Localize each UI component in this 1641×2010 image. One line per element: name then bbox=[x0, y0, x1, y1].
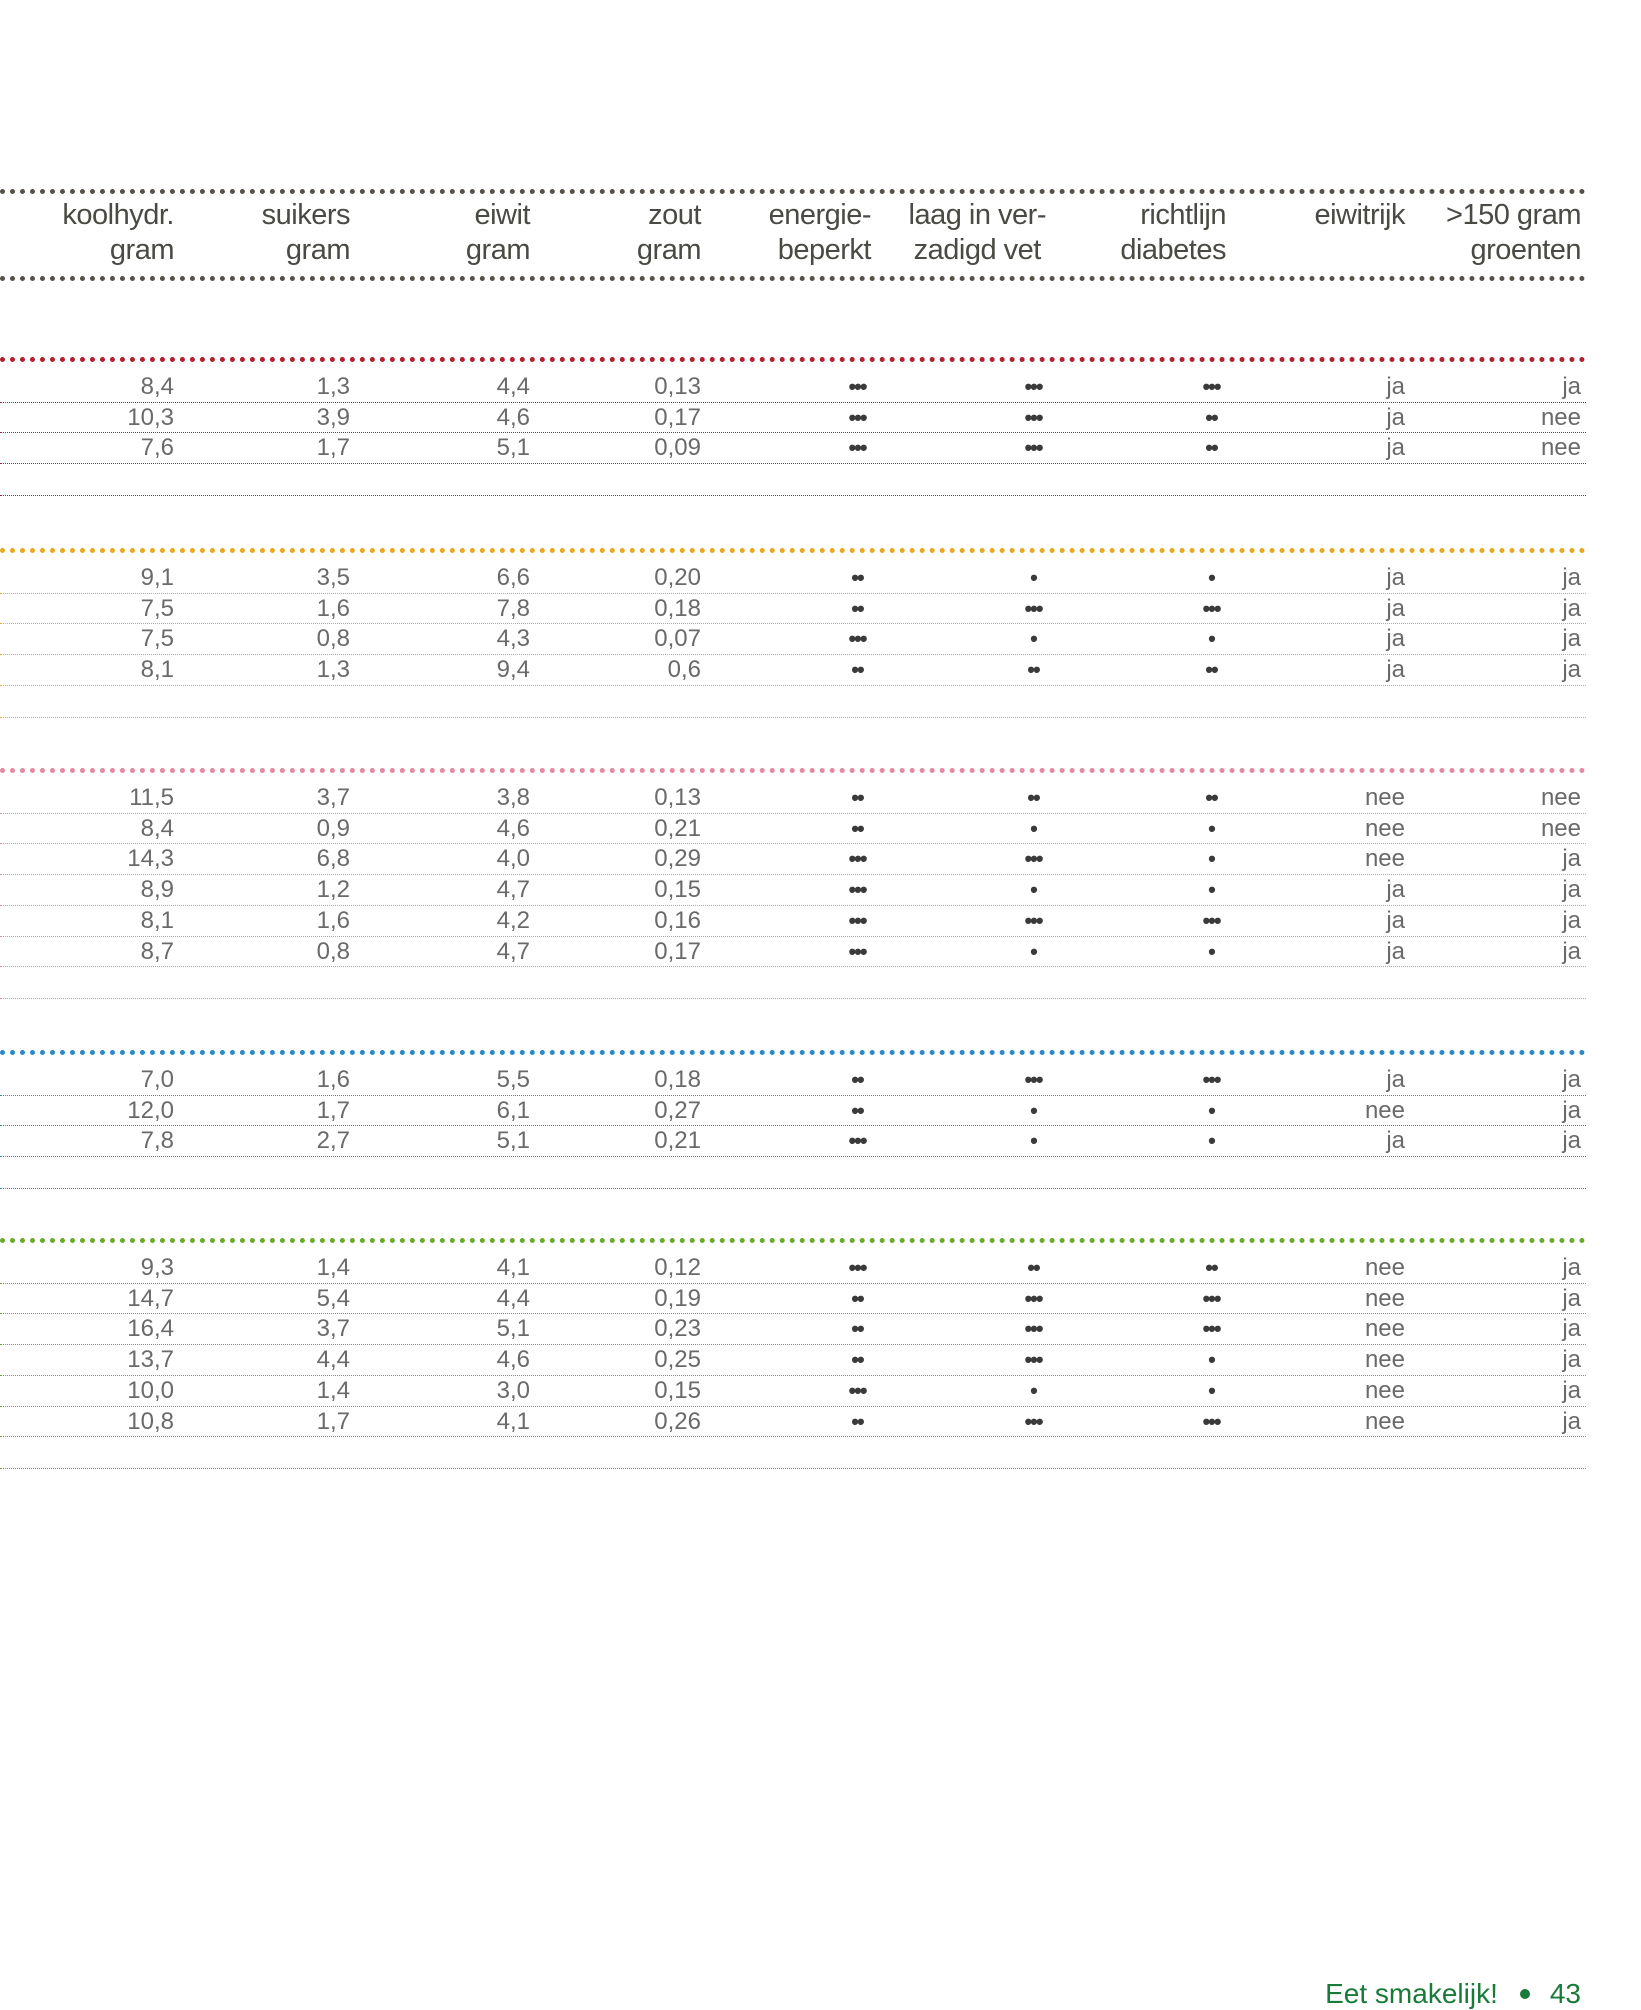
row-rule bbox=[0, 843, 1586, 844]
rating-dots: • bbox=[1030, 877, 1036, 903]
table-cell: 4,1 bbox=[496, 1407, 530, 1435]
table-cell: 4,2 bbox=[496, 906, 530, 934]
rating-dots: • bbox=[1208, 938, 1214, 964]
rating-dots: ••• bbox=[848, 626, 866, 652]
table-cell: ja bbox=[1562, 1346, 1581, 1374]
rating-dots: • bbox=[1208, 877, 1214, 903]
table-cell: 0,20 bbox=[654, 564, 701, 591]
rating-dots: •• bbox=[1205, 404, 1217, 430]
group-end-rule bbox=[0, 1468, 1586, 1469]
table-cell: 8,4 bbox=[140, 373, 174, 400]
table-cell: 6,6 bbox=[496, 564, 530, 591]
header-eiwit: eiwit gram bbox=[465, 199, 530, 266]
row-rule bbox=[0, 813, 1586, 814]
table-cell: 6,1 bbox=[496, 1096, 530, 1124]
table-cell: ja bbox=[1562, 906, 1581, 934]
rating-dots: ••• bbox=[1202, 1408, 1220, 1434]
table-cell: ja bbox=[1562, 373, 1581, 400]
table-cell: ja bbox=[1386, 564, 1405, 591]
table-cell: 5,5 bbox=[496, 1066, 530, 1093]
rating-dots: •• bbox=[851, 1285, 863, 1311]
table-cell: 4,4 bbox=[496, 1284, 530, 1312]
rating-dots: •• bbox=[1027, 657, 1039, 683]
rating-dots: ••• bbox=[848, 1377, 866, 1403]
rating-dots: • bbox=[1208, 1097, 1214, 1123]
group-rule bbox=[0, 357, 1586, 362]
rating-dots: • bbox=[1030, 815, 1036, 841]
table-cell: ja bbox=[1562, 1376, 1581, 1404]
row-rule bbox=[0, 1156, 1586, 1157]
row-rule bbox=[0, 1375, 1586, 1376]
table-cell: 7,8 bbox=[496, 594, 530, 622]
table-cell: 7,6 bbox=[140, 434, 174, 462]
footer-bullet-icon bbox=[1520, 1989, 1530, 1999]
rating-dots: ••• bbox=[1024, 1285, 1042, 1311]
table-cell: ja bbox=[1386, 625, 1405, 653]
table-cell: ja bbox=[1562, 1407, 1581, 1435]
rating-dots: ••• bbox=[848, 877, 866, 903]
table-cell: ja bbox=[1562, 937, 1581, 965]
table-cell: 0,26 bbox=[654, 1407, 701, 1435]
table-cell: 0,18 bbox=[654, 1066, 701, 1093]
table-cell: 1,2 bbox=[316, 876, 350, 904]
table-cell: 6,8 bbox=[316, 845, 350, 873]
table-cell: 1,3 bbox=[316, 656, 350, 684]
table-cell: 0,07 bbox=[654, 625, 701, 653]
rating-dots: ••• bbox=[1024, 404, 1042, 430]
table-cell: ja bbox=[1562, 845, 1581, 873]
row-rule bbox=[0, 463, 1586, 464]
table-cell: ja bbox=[1386, 906, 1405, 934]
header-laag-verzadigd-vet: laag in ver- zadigd vet bbox=[908, 199, 1046, 266]
table-cell: ja bbox=[1386, 403, 1405, 431]
table-cell: nee bbox=[1364, 1315, 1405, 1343]
rating-dots: • bbox=[1208, 1128, 1214, 1154]
header-groenten: >150 gram groenten bbox=[1446, 199, 1581, 266]
table-cell: nee bbox=[1540, 814, 1581, 842]
table-cell: 14,7 bbox=[127, 1284, 174, 1312]
table-cell: 4,3 bbox=[496, 625, 530, 653]
rating-dots: • bbox=[1030, 1128, 1036, 1154]
table-cell: 8,1 bbox=[140, 656, 174, 684]
rating-dots: •• bbox=[851, 1347, 863, 1373]
table-cell: ja bbox=[1386, 937, 1405, 965]
rating-dots: •• bbox=[851, 1097, 863, 1123]
group-end-rule bbox=[0, 495, 1586, 496]
rating-dots: • bbox=[1208, 815, 1214, 841]
table-cell: 5,1 bbox=[496, 1315, 530, 1343]
table-cell: ja bbox=[1562, 1127, 1581, 1155]
table-cell: 0,9 bbox=[316, 814, 350, 842]
rating-dots: ••• bbox=[1202, 1316, 1220, 1342]
table-cell: 0,15 bbox=[654, 1376, 701, 1404]
table-cell: 5,1 bbox=[496, 1127, 530, 1155]
rating-dots: • bbox=[1208, 1377, 1214, 1403]
rating-dots: •• bbox=[1205, 435, 1217, 461]
rating-dots: ••• bbox=[1024, 1408, 1042, 1434]
table-cell: ja bbox=[1386, 1127, 1405, 1155]
table-cell: ja bbox=[1386, 434, 1405, 462]
table-cell: 1,7 bbox=[316, 1407, 350, 1435]
rating-dots: ••• bbox=[1024, 435, 1042, 461]
rating-dots: ••• bbox=[1024, 595, 1042, 621]
table-cell: 4,7 bbox=[496, 937, 530, 965]
row-rule bbox=[0, 936, 1586, 937]
rating-dots: ••• bbox=[1024, 846, 1042, 872]
table-cell: ja bbox=[1562, 1096, 1581, 1124]
rating-dots: •• bbox=[1205, 1255, 1217, 1280]
header-koolhydr: koolhydr. gram bbox=[62, 199, 174, 266]
table-cell: 9,4 bbox=[496, 656, 530, 684]
table-cell: 8,9 bbox=[140, 876, 174, 904]
row-rule bbox=[0, 1436, 1586, 1437]
row-rule bbox=[0, 1406, 1586, 1407]
group-rule bbox=[0, 548, 1586, 553]
table-cell: ja bbox=[1562, 1066, 1581, 1093]
table-cell: 0,17 bbox=[654, 403, 701, 431]
table-cell: ja bbox=[1386, 373, 1405, 400]
rating-dots: • bbox=[1030, 626, 1036, 652]
table-cell: 4,1 bbox=[496, 1254, 530, 1281]
table-cell: 4,6 bbox=[496, 814, 530, 842]
rating-dots: • bbox=[1030, 565, 1036, 590]
table-cell: 8,4 bbox=[140, 814, 174, 842]
table-cell: ja bbox=[1562, 1315, 1581, 1343]
rating-dots: • bbox=[1208, 565, 1214, 590]
rating-dots: •• bbox=[851, 1067, 863, 1092]
table-cell: ja bbox=[1562, 656, 1581, 684]
rating-dots: • bbox=[1030, 938, 1036, 964]
table-cell: 4,4 bbox=[316, 1346, 350, 1374]
rating-dots: •• bbox=[851, 657, 863, 683]
table-cell: 4,7 bbox=[496, 876, 530, 904]
table-cell: 0,21 bbox=[654, 1127, 701, 1155]
rating-dots: ••• bbox=[848, 938, 866, 964]
rating-dots: ••• bbox=[1202, 1285, 1220, 1311]
group-end-rule bbox=[0, 717, 1586, 718]
table-cell: 4,6 bbox=[496, 403, 530, 431]
table-cell: nee bbox=[1364, 1346, 1405, 1374]
table-cell: 10,0 bbox=[127, 1376, 174, 1404]
table-cell: nee bbox=[1364, 1376, 1405, 1404]
table-cell: 0,25 bbox=[654, 1346, 701, 1374]
table-cell: 0,8 bbox=[316, 937, 350, 965]
rating-dots: ••• bbox=[848, 374, 866, 399]
table-cell: 0,12 bbox=[654, 1254, 701, 1281]
row-rule bbox=[0, 874, 1586, 875]
header-suikers: suikers gram bbox=[261, 199, 350, 266]
rating-dots: ••• bbox=[848, 1255, 866, 1280]
row-rule bbox=[0, 1125, 1586, 1126]
table-cell: 8,1 bbox=[140, 906, 174, 934]
rating-dots: •• bbox=[1027, 1255, 1039, 1280]
table-cell: 0,18 bbox=[654, 594, 701, 622]
table-cell: 0,8 bbox=[316, 625, 350, 653]
table-cell: 3,7 bbox=[316, 1315, 350, 1343]
table-cell: nee bbox=[1364, 1284, 1405, 1312]
table-cell: 3,0 bbox=[496, 1376, 530, 1404]
table-cell: 0,21 bbox=[654, 814, 701, 842]
table-cell: nee bbox=[1364, 784, 1405, 811]
table-cell: ja bbox=[1562, 594, 1581, 622]
row-rule bbox=[0, 966, 1586, 967]
page-footer bbox=[1325, 1978, 1581, 2010]
table-cell: 7,0 bbox=[140, 1066, 174, 1093]
table-cell: 16,4 bbox=[127, 1315, 174, 1343]
rating-dots: •• bbox=[851, 1408, 863, 1434]
row-rule bbox=[0, 432, 1586, 433]
table-cell: 5,4 bbox=[316, 1284, 350, 1312]
table-cell: 0,17 bbox=[654, 937, 701, 965]
table-cell: ja bbox=[1562, 1284, 1581, 1312]
rating-dots: • bbox=[1208, 846, 1214, 872]
table-cell: nee bbox=[1364, 814, 1405, 842]
table-cell: nee bbox=[1364, 845, 1405, 873]
table-cell: 4,4 bbox=[496, 373, 530, 400]
table-cell: 1,4 bbox=[316, 1376, 350, 1404]
table-cell: ja bbox=[1562, 1254, 1581, 1281]
table-cell: 0,19 bbox=[654, 1284, 701, 1312]
rating-dots: • bbox=[1208, 626, 1214, 652]
table-cell: 0,15 bbox=[654, 876, 701, 904]
table-cell: 1,4 bbox=[316, 1254, 350, 1281]
rating-dots: ••• bbox=[848, 404, 866, 430]
page-number: 43 bbox=[1549, 1978, 1581, 2009]
group-rule bbox=[0, 768, 1586, 773]
row-rule bbox=[0, 685, 1586, 686]
table-cell: 4,6 bbox=[496, 1346, 530, 1374]
table-cell: 0,29 bbox=[654, 845, 701, 873]
rating-dots: ••• bbox=[848, 907, 866, 933]
table-cell: ja bbox=[1562, 564, 1581, 591]
rating-dots: ••• bbox=[1202, 1067, 1220, 1092]
table-cell: nee bbox=[1540, 434, 1581, 462]
table-cell: 9,1 bbox=[140, 564, 174, 591]
rating-dots: ••• bbox=[1024, 374, 1042, 399]
rating-dots: •• bbox=[1205, 657, 1217, 683]
table-cell: 10,3 bbox=[127, 403, 174, 431]
table-cell: 8,7 bbox=[140, 937, 174, 965]
table-cell: 5,1 bbox=[496, 434, 530, 462]
rating-dots: •• bbox=[1205, 785, 1217, 810]
table-cell: ja bbox=[1386, 656, 1405, 684]
row-rule bbox=[0, 1313, 1586, 1314]
rating-dots: ••• bbox=[1024, 1067, 1042, 1092]
row-rule bbox=[0, 1095, 1586, 1096]
group-rule bbox=[0, 1238, 1586, 1243]
header-zout: zout gram bbox=[636, 199, 701, 266]
table-cell: 9,3 bbox=[140, 1254, 174, 1281]
header-energiebeperkt: energie- beperkt bbox=[768, 199, 871, 266]
rating-dots: •• bbox=[851, 815, 863, 841]
table-cell: 13,7 bbox=[127, 1346, 174, 1374]
rating-dots: • bbox=[1030, 1097, 1036, 1123]
rating-dots: ••• bbox=[848, 846, 866, 872]
row-rule bbox=[0, 623, 1586, 624]
table-cell: 0,6 bbox=[667, 656, 701, 684]
row-rule bbox=[0, 1344, 1586, 1345]
table-cell: 7,8 bbox=[140, 1127, 174, 1155]
table-cell: 2,7 bbox=[316, 1127, 350, 1155]
table-cell: nee bbox=[1540, 403, 1581, 431]
table-cell: 1,7 bbox=[316, 1096, 350, 1124]
table-cell: 1,7 bbox=[316, 434, 350, 462]
group-end-rule bbox=[0, 1188, 1586, 1189]
rating-dots: • bbox=[1030, 1377, 1036, 1403]
rating-dots: •• bbox=[851, 595, 863, 621]
row-rule bbox=[0, 402, 1586, 403]
rating-dots: ••• bbox=[1024, 1347, 1042, 1373]
row-rule bbox=[0, 654, 1586, 655]
row-rule bbox=[0, 593, 1586, 594]
rating-dots: ••• bbox=[848, 1128, 866, 1154]
table-cell: 12,0 bbox=[127, 1096, 174, 1124]
table-cell: 7,5 bbox=[140, 625, 174, 653]
rating-dots: ••• bbox=[1202, 907, 1220, 933]
table-cell: 0,13 bbox=[654, 784, 701, 811]
table-cell: 3,5 bbox=[316, 564, 350, 591]
table-cell: 3,8 bbox=[496, 784, 530, 811]
row-rule bbox=[0, 905, 1586, 906]
rating-dots: • bbox=[1208, 1347, 1214, 1373]
table-cell: 7,5 bbox=[140, 594, 174, 622]
rating-dots: •• bbox=[851, 1316, 863, 1342]
table-cell: ja bbox=[1386, 876, 1405, 904]
rating-dots: •• bbox=[851, 565, 863, 590]
table-cell: 0,16 bbox=[654, 906, 701, 934]
table-cell: 3,9 bbox=[316, 403, 350, 431]
table-cell: nee bbox=[1364, 1254, 1405, 1281]
rating-dots: ••• bbox=[848, 435, 866, 461]
header-top-rule bbox=[0, 189, 1586, 194]
row-rule bbox=[0, 1283, 1586, 1284]
table-cell: ja bbox=[1386, 594, 1405, 622]
header-eiwitrijk: eiwitrijk bbox=[1314, 199, 1405, 231]
rating-dots: •• bbox=[1027, 785, 1039, 810]
rating-dots: ••• bbox=[1202, 374, 1220, 399]
table-cell: 0,09 bbox=[654, 434, 701, 462]
table-cell: 3,7 bbox=[316, 784, 350, 811]
table-cell: ja bbox=[1562, 876, 1581, 904]
table-cell: nee bbox=[1364, 1096, 1405, 1124]
rating-dots: •• bbox=[851, 785, 863, 810]
table-cell: 1,6 bbox=[316, 594, 350, 622]
table-cell: 1,3 bbox=[316, 373, 350, 400]
table-cell: 0,13 bbox=[654, 373, 701, 400]
table-cell: 0,27 bbox=[654, 1096, 701, 1124]
group-rule bbox=[0, 1050, 1586, 1055]
table-cell: ja bbox=[1386, 1066, 1405, 1093]
header-richtlijn-diabetes: richtlijn diabetes bbox=[1120, 199, 1226, 266]
table-cell: nee bbox=[1364, 1407, 1405, 1435]
footer-text: Eet smakelijk! bbox=[1325, 1978, 1498, 2009]
group-end-rule bbox=[0, 998, 1586, 999]
rating-dots: ••• bbox=[1202, 595, 1220, 621]
table-cell: 11,5 bbox=[129, 784, 174, 811]
table-cell: 10,8 bbox=[127, 1407, 174, 1435]
table-cell: nee bbox=[1540, 784, 1581, 811]
table-cell: 4,0 bbox=[496, 845, 530, 873]
table-cell: 14,3 bbox=[127, 845, 174, 873]
table-cell: 0,23 bbox=[654, 1315, 701, 1343]
rating-dots: ••• bbox=[1024, 907, 1042, 933]
table-cell: ja bbox=[1562, 625, 1581, 653]
table-cell: 1,6 bbox=[316, 906, 350, 934]
header-bottom-rule bbox=[0, 276, 1586, 281]
rating-dots: ••• bbox=[1024, 1316, 1042, 1342]
table-cell: 1,6 bbox=[316, 1066, 350, 1093]
